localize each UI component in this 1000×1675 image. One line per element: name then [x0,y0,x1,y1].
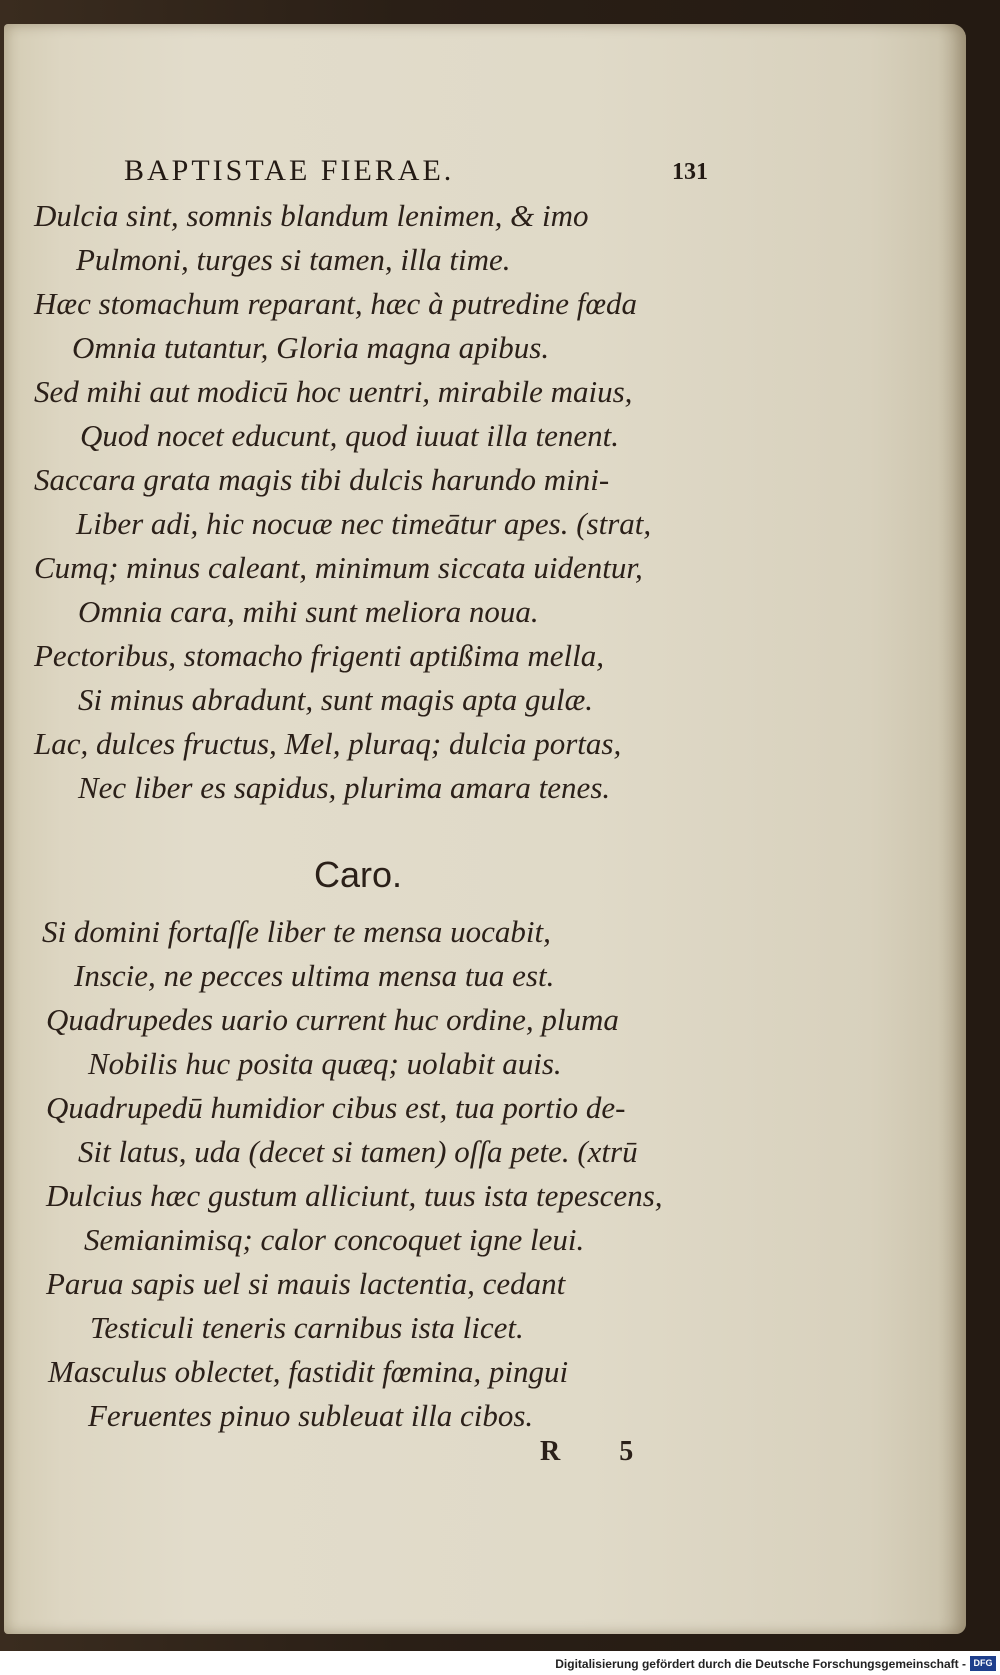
verse-line: Nobilis huc posita quæq; uolabit auis. [88,1046,562,1081]
verse-line: Dulcia sint, somnis blandum lenimen, & imo [34,198,589,233]
verse-line: Semianimisq; calor concoquet igne leui. [84,1222,585,1257]
verse-line: Hæc stomachum reparant, hæc à putredine fœda [34,286,638,321]
funding-notice: Digitalisierung gefördert durch die Deutsche Forschungsgemeinschaft - [555,1657,966,1671]
verse-line: Liber adi, hic nocuæ nec timeātur apes. (strat, [76,506,652,541]
page-number: 131 [672,159,708,185]
verse-line: Cumq; minus caleant, minimum siccata uidentur, [34,550,643,585]
verse-line: Nec liber es sapidus, plurima amara tenes. [78,770,611,805]
verse-line: Sit latus, uda (decet si tamen) oſſa pete. (xtrū [78,1134,638,1169]
verse-line: Lac, dulces fructus, Mel, pluraq; dulcia portas, [34,726,622,761]
dfg-logo-icon: DFG [970,1656,996,1671]
verse-line: Sed mihi aut modicū hoc uentri, mirabile maius, [34,374,633,409]
verse-line: Saccara grata magis tibi dulcis harundo mini- [34,462,610,497]
verse-line: Parua sapis uel si mauis lactentia, cedant [46,1266,566,1301]
running-head: BAPTISTAE FIERAE. [124,154,455,187]
verse-line: Si minus abradunt, sunt magis apta gulæ. [78,682,593,717]
verse-line: Testiculi teneris carnibus ista licet. [90,1310,524,1345]
verse-line: Pulmoni, turges si tamen, illa time. [76,242,511,277]
signature-mark: R 5 [540,1436,660,1467]
verse-line: Quod nocet educunt, quod iuuat illa tenent. [80,418,619,453]
verse-line: Omnia cara, mihi sunt meliora noua. [78,594,539,629]
verse-line: Masculus oblectet, fastidit fœmina, pingui [48,1354,569,1389]
verse-line: Dulcius hæc gustum alliciunt, tuus ista tepescens, [46,1178,663,1213]
book-page [4,24,966,1634]
verse-line: Inscie, ne pecces ultima mensa tua est. [74,958,555,993]
verse-line: Omnia tutantur, Gloria magna apibus. [72,330,550,365]
verse-line: Quadrupedes uario current huc ordine, pluma [46,1002,619,1037]
section-title: Caro. [314,854,403,895]
verse-line: Quadrupedū humidior cibus est, tua portio de- [46,1090,626,1125]
verse-line: Feruentes pinuo subleuat illa cibos. [88,1398,534,1433]
footer-bar [0,1651,1000,1675]
verse-line: Si domini fortaſſe liber te mensa uocabit, [42,914,551,949]
verse-line: Pectoribus, stomacho frigenti aptißima mella, [34,638,605,673]
